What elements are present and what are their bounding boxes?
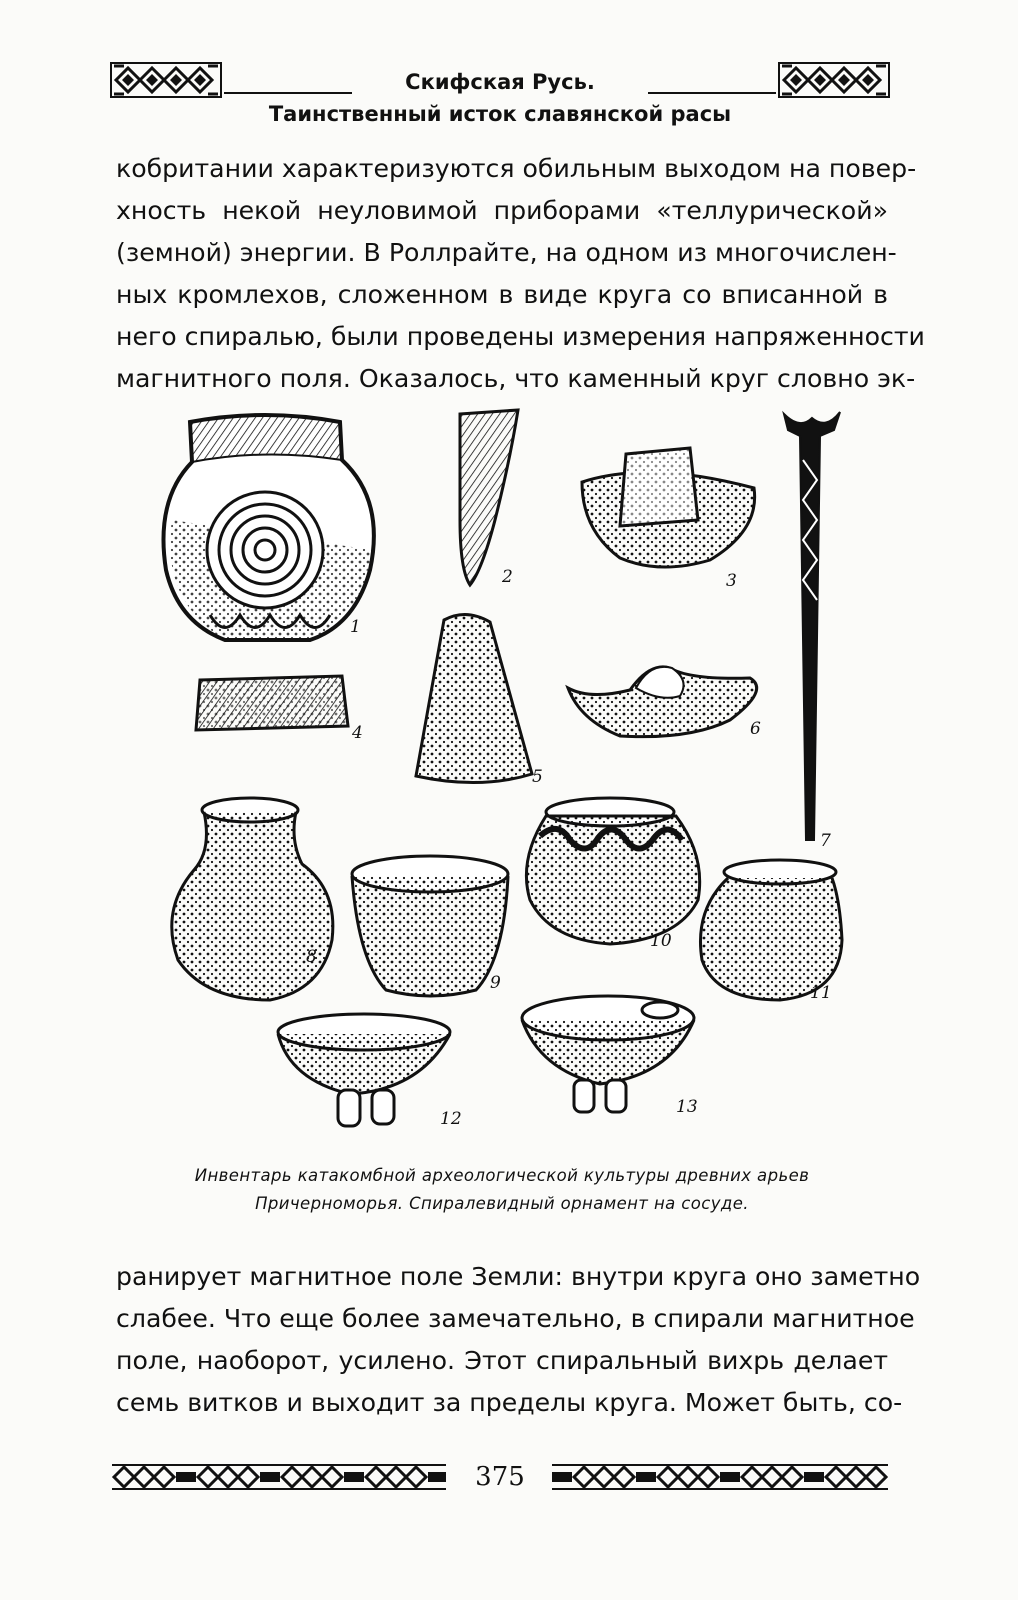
text-line: слабее. Что еще более замечательно, в спирали магнитное	[116, 1304, 915, 1333]
fig-num-3: 3	[726, 571, 737, 591]
fig-num-10: 10	[650, 931, 672, 951]
artifact-11-small-jar-icon	[700, 860, 842, 1003]
book-title: Скифская Русь.	[405, 70, 595, 94]
text-line: (земной) энергии. В Роллрайте, на одном из многочислен-	[116, 238, 897, 267]
page-number: 375	[475, 1462, 525, 1492]
artifact-12-footed-bowl-icon	[278, 1014, 462, 1129]
text-line: магнитного поля. Оказалось, что каменный круг словно эк-	[116, 364, 916, 393]
artifact-illustration	[150, 400, 890, 1140]
fig-num-13: 13	[676, 1097, 698, 1117]
fig-num-7: 7	[820, 831, 831, 851]
caption-line: Причерноморья. Спиралевидный орнамент на сосуде.	[255, 1194, 749, 1213]
artifact-3-mortar-icon	[582, 448, 755, 591]
fig-num-5: 5	[532, 767, 543, 787]
artifact-13-footed-bowl-icon	[522, 996, 698, 1117]
text-line: поле, наоборот, усилено. Этот спиральный вихрь делает	[116, 1346, 888, 1375]
fig-num-8: 8	[306, 947, 317, 967]
body-paragraph-top	[116, 148, 925, 400]
fig-num-1: 1	[350, 617, 361, 637]
fig-num-2: 2	[502, 567, 513, 587]
body-paragraph-bottom	[116, 1256, 921, 1424]
fig-num-12: 12	[440, 1109, 462, 1129]
caption-line: Инвентарь катакомбной археологической культуры древних арьев	[194, 1166, 810, 1185]
text-line: хность некой неуловимой приборами «теллурической»	[116, 196, 888, 225]
artifact-9-cup-icon	[352, 856, 508, 996]
text-line: семь витков и выходит за пределы круга. Может быть, со-	[116, 1388, 903, 1417]
artifact-7-pin-icon	[784, 412, 840, 851]
figure-caption	[116, 1162, 888, 1218]
running-header	[110, 62, 890, 130]
text-line: него спиралью, были проведены измерения напряженности	[116, 322, 925, 351]
text-line: ных кромлехов, сложенном в виде круга со вписанной в	[116, 280, 888, 309]
fig-num-6: 6	[750, 719, 761, 739]
running-footer	[110, 1458, 890, 1498]
text-line: кобритании характеризуются обильным выходом на повер-	[116, 154, 917, 183]
fig-num-11: 11	[810, 983, 832, 1003]
artifact-4-plaque-icon	[196, 676, 363, 743]
artifact-10-ornamented-pot-icon	[526, 798, 699, 951]
footer-ornament-right-icon	[550, 1462, 890, 1492]
artifact-5-pestle-icon	[416, 614, 543, 787]
artifact-drawing	[150, 400, 890, 1140]
artifact-2-blade-icon	[460, 410, 518, 587]
book-subtitle: Таинственный исток славянской расы	[268, 102, 732, 126]
artifact-1-spiral-pot-icon	[163, 415, 373, 640]
artifact-8-jug-icon	[172, 798, 333, 1000]
artifact-6-grinding-stone-icon	[568, 667, 761, 739]
fig-num-4: 4	[352, 723, 363, 743]
text-line: ранирует магнитное поле Земли: внутри круга оно заметно	[116, 1262, 921, 1291]
fig-num-9: 9	[490, 973, 501, 993]
